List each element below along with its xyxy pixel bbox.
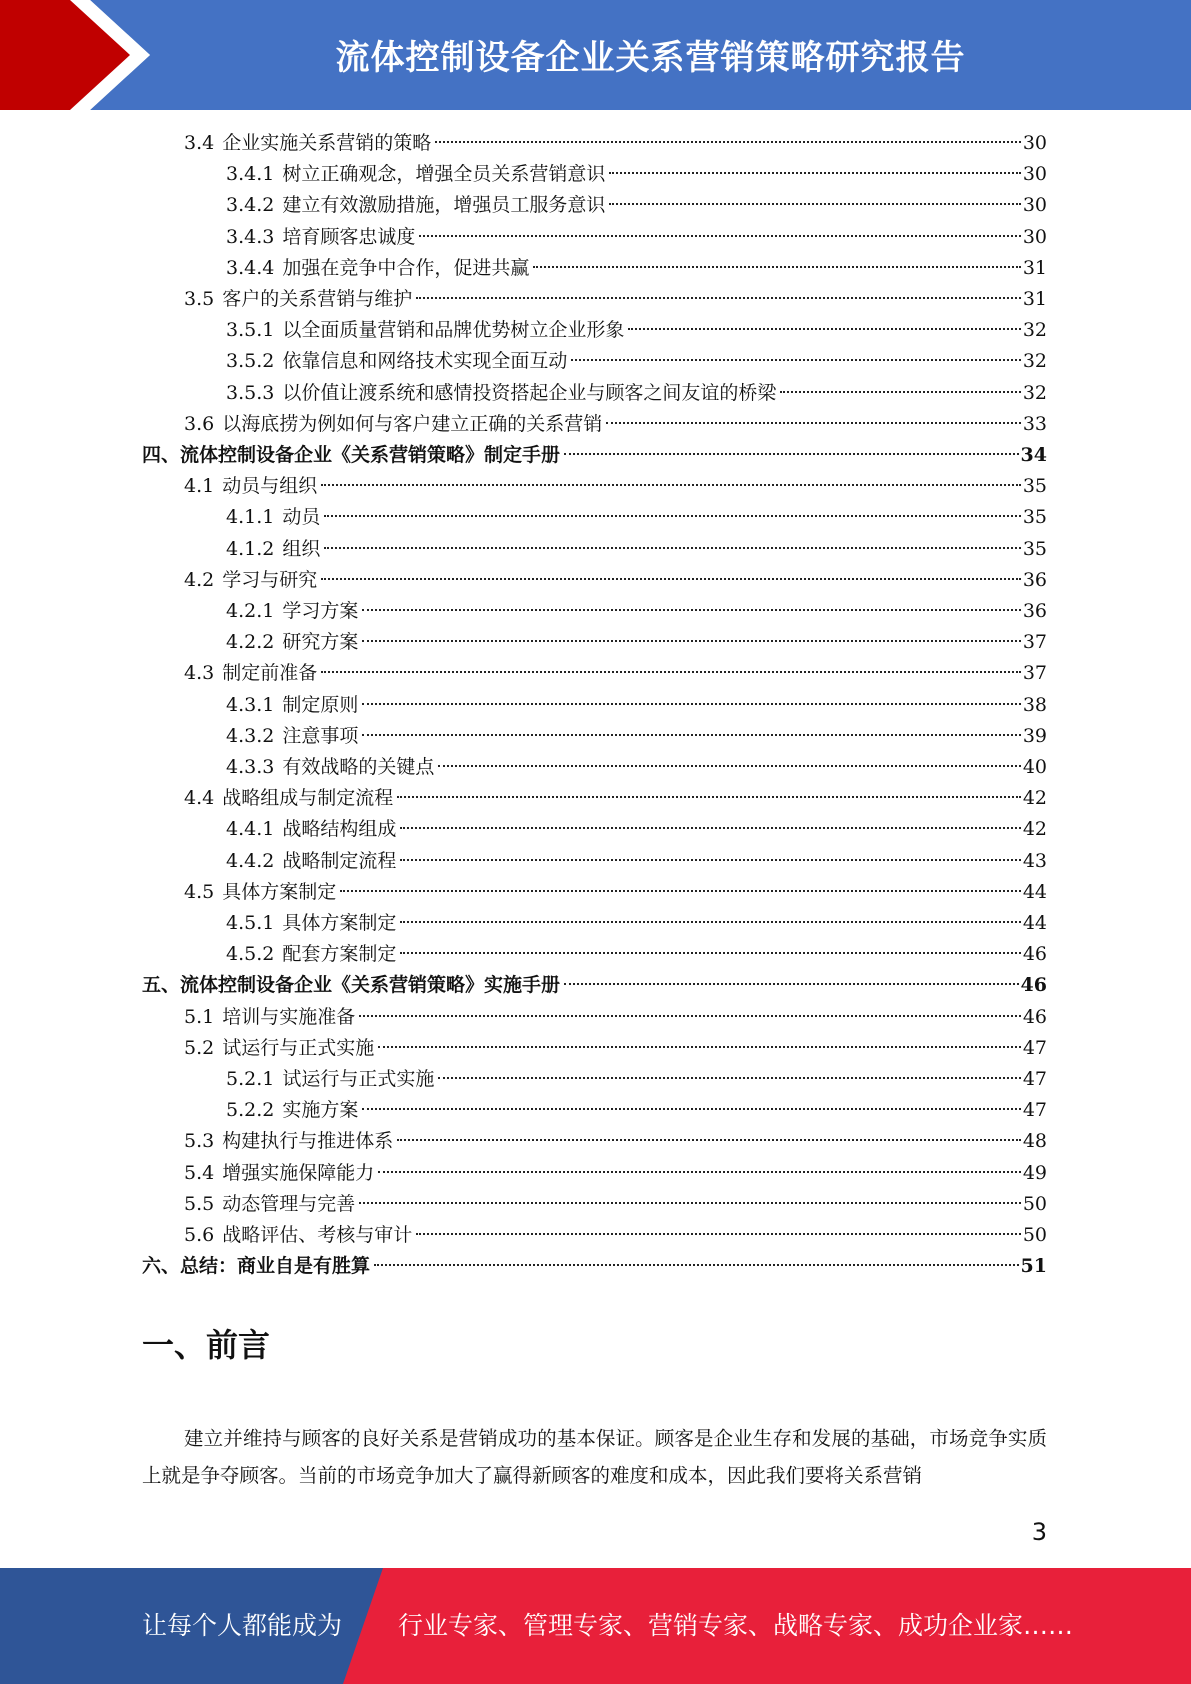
- toc-entry-page: 47: [1022, 1099, 1047, 1122]
- toc-entry[interactable]: [226, 378, 1047, 409]
- toc-entry[interactable]: [226, 721, 1047, 752]
- toc-entry-number: 3.6: [184, 412, 215, 435]
- toc-entry-title: 制定前准备: [222, 662, 318, 685]
- toc-dot-leader: [362, 609, 1020, 611]
- toc-dot-leader: [397, 1139, 1021, 1141]
- toc-entry-number: 四、: [142, 444, 181, 466]
- toc-entry-page: 50: [1022, 1224, 1047, 1246]
- toc-entry-title: 动态管理与完善: [222, 1192, 356, 1215]
- toc-dot-leader: [378, 1171, 1021, 1173]
- toc-entry[interactable]: [226, 502, 1047, 533]
- toc-dot-leader: [438, 1077, 1020, 1079]
- toc-entry-page: 38: [1022, 693, 1047, 716]
- page-header: [0, 0, 1191, 110]
- section-heading: 一、前言: [142, 1326, 271, 1364]
- toc-entry[interactable]: [184, 1158, 1047, 1189]
- toc-dot-leader: [435, 141, 1021, 143]
- toc-entry-page: 32: [1022, 381, 1047, 404]
- toc-entry-title: 动员: [282, 506, 321, 529]
- toc-entry-page: 43: [1022, 849, 1047, 872]
- toc-entry-title: 培育顾客忠诚度: [282, 225, 416, 248]
- toc-entry-number: 5.2: [184, 1036, 215, 1059]
- toc-dot-leader: [397, 796, 1021, 798]
- toc-entry[interactable]: [184, 658, 1047, 689]
- toc-entry[interactable]: [226, 846, 1047, 877]
- toc-entry-title: 构建执行与推进体系: [222, 1130, 394, 1153]
- toc-dot-leader: [400, 921, 1020, 923]
- toc-entry-number: 5.2.2: [226, 1099, 275, 1122]
- toc-entry-title: 客户的关系营销与维护: [222, 288, 413, 310]
- toc-entry-number: 4.1: [184, 475, 215, 498]
- report-title: 流体控制设备企业关系营销策略研究报告: [335, 38, 966, 78]
- toc-entry-number: 5.5: [184, 1192, 215, 1215]
- toc-entry-page: 36: [1022, 600, 1047, 622]
- toc-entry[interactable]: [226, 908, 1047, 939]
- toc-entry-page: 30: [1022, 194, 1047, 217]
- toc-entry[interactable]: [184, 1126, 1047, 1157]
- toc-entry[interactable]: [226, 346, 1047, 377]
- toc-entry-page: 42: [1022, 787, 1047, 810]
- toc-entry-title: 战略制定流程: [282, 849, 397, 872]
- toc-entry[interactable]: [142, 440, 1047, 471]
- toc-entry-number: 4.1.1: [226, 506, 275, 529]
- toc-entry-page: 39: [1022, 724, 1047, 747]
- toc-dot-leader: [400, 827, 1020, 829]
- page-number: 3: [1031, 1518, 1047, 1546]
- toc-entry-number: 4.2: [184, 568, 215, 591]
- toc-dot-leader: [378, 1046, 1021, 1048]
- toc-entry[interactable]: [226, 190, 1047, 221]
- footer-slogan-left: 让每个人都能成为: [142, 1611, 343, 1640]
- toc-entry-number: 5.1: [184, 1005, 215, 1028]
- toc-dot-leader: [571, 359, 1020, 361]
- toc-dot-leader: [609, 203, 1020, 205]
- toc-entry-number: 5.4: [184, 1161, 215, 1184]
- toc-entry[interactable]: [142, 1251, 1047, 1282]
- toc-entry-title: 战略结构组成: [282, 818, 397, 841]
- toc-entry-page: 46: [1022, 1005, 1047, 1028]
- toc-entry-number: 4.4: [184, 787, 215, 810]
- toc-dot-leader: [362, 703, 1020, 705]
- toc-entry-title: 试运行与正式实施: [222, 1036, 375, 1059]
- toc-entry-number: 六、: [142, 1255, 181, 1278]
- toc-entry-number: 3.4.3: [226, 225, 275, 248]
- toc-entry-title: 树立正确观念，增强全员关系营销意识: [282, 163, 606, 186]
- toc-dot-leader: [359, 1015, 1021, 1017]
- toc-entry-number: 4.4.2: [226, 849, 275, 872]
- toc-entry-page: 48: [1022, 1130, 1047, 1153]
- toc-entry[interactable]: [184, 565, 1047, 596]
- toc-dot-leader: [419, 235, 1020, 237]
- toc-entry[interactable]: [184, 783, 1047, 814]
- toc-entry-number: 5.6: [184, 1224, 215, 1246]
- toc-entry[interactable]: [226, 939, 1047, 970]
- toc-entry-number: 4.2.2: [226, 631, 275, 654]
- toc-entry-title: 注意事项: [282, 724, 359, 747]
- toc-entry-number: 4.3.3: [226, 756, 275, 778]
- toc-entry-title: 配套方案制定: [282, 943, 397, 966]
- toc-entry[interactable]: [184, 877, 1047, 908]
- toc-entry[interactable]: [226, 752, 1047, 783]
- toc-entry-page: 30: [1022, 163, 1047, 186]
- toc-entry-page: 34: [1020, 444, 1047, 466]
- toc-entry-page: 44: [1022, 880, 1047, 903]
- toc-dot-leader: [359, 1202, 1021, 1204]
- toc-entry[interactable]: [184, 284, 1047, 315]
- toc-entry-title: 流体控制设备企业《关系营销策略》制定手册: [180, 444, 561, 466]
- toc-dot-leader: [780, 391, 1020, 393]
- toc-entry-page: 46: [1020, 974, 1047, 997]
- toc-entry[interactable]: [184, 1033, 1047, 1064]
- toc-entry-title: 战略组成与制定流程: [222, 787, 394, 810]
- toc-entry-page: 32: [1022, 319, 1047, 342]
- toc-entry-number: 五、: [142, 974, 181, 997]
- toc-dot-leader: [438, 765, 1020, 767]
- toc-entry-number: 4.3: [184, 662, 215, 685]
- toc-entry-number: 3.4.4: [226, 256, 275, 279]
- toc-entry[interactable]: [226, 814, 1047, 845]
- toc-entry-title: 试运行与正式实施: [282, 1068, 435, 1090]
- toc-entry-title: 有效战略的关键点: [282, 756, 435, 778]
- toc-entry-title: 学习方案: [282, 600, 359, 622]
- toc-entry-number: 3.5: [184, 288, 215, 310]
- toc-dot-leader: [374, 1264, 1019, 1266]
- toc-entry[interactable]: [184, 1220, 1047, 1251]
- toc-entry[interactable]: [184, 409, 1047, 440]
- toc-entry-title: 培训与实施准备: [222, 1005, 356, 1028]
- toc-entry-page: 50: [1022, 1192, 1047, 1215]
- toc-entry-page: 49: [1022, 1161, 1047, 1184]
- toc-dot-leader: [564, 453, 1019, 455]
- toc-entry-number: 4.3.1: [226, 693, 275, 716]
- toc-entry-page: 40: [1022, 756, 1047, 778]
- toc-entry-title: 具体方案制定: [222, 880, 337, 903]
- toc-entry-number: 4.3.2: [226, 724, 275, 747]
- toc-entry-page: 37: [1022, 631, 1047, 654]
- toc-entry-page: 30: [1022, 132, 1047, 154]
- toc-dot-leader: [340, 890, 1021, 892]
- toc-entry-page: 47: [1022, 1036, 1047, 1059]
- toc-entry-number: 3.4.2: [226, 194, 275, 217]
- toc-entry-page: 31: [1022, 288, 1047, 310]
- toc-dot-leader: [606, 422, 1021, 424]
- toc-dot-leader: [324, 547, 1020, 549]
- toc-dot-leader: [400, 952, 1020, 954]
- toc-entry-title: 学习与研究: [222, 568, 318, 591]
- toc-dot-leader: [321, 578, 1021, 580]
- toc-entry-title: 以海底捞为例如何与客户建立正确的关系营销: [222, 412, 603, 435]
- toc-dot-leader: [416, 297, 1021, 299]
- toc-entry-page: 37: [1022, 662, 1047, 685]
- toc-entry-number: 3.4: [184, 132, 215, 154]
- toc-entry-page: 47: [1022, 1068, 1047, 1090]
- toc-entry[interactable]: [226, 1095, 1047, 1126]
- toc-entry-number: 4.5.2: [226, 943, 275, 966]
- toc-entry-title: 研究方案: [282, 631, 359, 654]
- toc-entry-page: 35: [1022, 475, 1047, 498]
- toc-entry-page: 35: [1022, 537, 1047, 560]
- toc-entry-page: 51: [1020, 1255, 1047, 1278]
- toc-entry-title: 实施方案: [282, 1099, 359, 1122]
- toc-entry-title: 组织: [282, 537, 321, 560]
- toc-entry-number: 4.5.1: [226, 912, 275, 934]
- toc-dot-leader: [609, 172, 1020, 174]
- toc-dot-leader: [362, 1108, 1020, 1110]
- toc-entry-page: 44: [1022, 912, 1047, 934]
- toc-entry-number: 5.3: [184, 1130, 215, 1153]
- toc-entry-page: 31: [1022, 256, 1047, 279]
- toc-dot-leader: [400, 859, 1020, 861]
- toc-entry-page: 30: [1022, 225, 1047, 248]
- toc-dot-leader: [533, 266, 1020, 268]
- toc-entry-page: 46: [1022, 943, 1047, 966]
- toc-entry-title: 建立有效激励措施，增强员工服务意识: [282, 194, 606, 217]
- toc-entry-page: 42: [1022, 818, 1047, 841]
- toc-dot-leader: [362, 640, 1020, 642]
- toc-entry-number: 3.5.1: [226, 319, 275, 342]
- toc-entry-title: 企业实施关系营销的策略: [222, 132, 432, 154]
- toc-dot-leader: [324, 515, 1020, 517]
- toc-entry[interactable]: [226, 253, 1047, 284]
- toc-dot-leader: [321, 484, 1021, 486]
- toc-entry[interactable]: [184, 128, 1047, 159]
- toc-entry[interactable]: [184, 1189, 1047, 1220]
- toc-entry-title: 具体方案制定: [282, 912, 397, 934]
- toc-entry-page: 32: [1022, 350, 1047, 373]
- toc-entry[interactable]: [142, 970, 1047, 1001]
- toc-entry[interactable]: [226, 315, 1047, 346]
- toc-entry[interactable]: [226, 690, 1047, 721]
- page-footer: [0, 1568, 1191, 1684]
- toc-entry[interactable]: [184, 1002, 1047, 1033]
- toc-entry-title: 战略评估、考核与审计: [222, 1224, 413, 1246]
- toc-dot-leader: [362, 734, 1020, 736]
- toc-entry-number: 4.4.1: [226, 818, 275, 841]
- toc-entry[interactable]: [226, 1064, 1047, 1095]
- toc-entry[interactable]: [226, 222, 1047, 253]
- toc-entry-title: 依靠信息和网络技术实现全面互动: [282, 350, 568, 373]
- toc-entry[interactable]: [226, 534, 1047, 565]
- footer-slogan-right: 行业专家、管理专家、营销专家、战略专家、成功企业家……: [398, 1611, 1074, 1640]
- toc-entry-title: 总结：商业自是有胜算: [180, 1255, 371, 1278]
- toc-entry-number: 3.4.1: [226, 163, 275, 186]
- toc-entry-number: 4.2.1: [226, 600, 275, 622]
- toc-entry-number: 3.5.3: [226, 381, 275, 404]
- toc-entry-number: 5.2.1: [226, 1068, 275, 1090]
- toc-dot-leader: [416, 1233, 1021, 1235]
- toc-entry-title: 流体控制设备企业《关系营销策略》实施手册: [180, 974, 561, 997]
- toc-dot-leader: [628, 328, 1020, 330]
- toc-dot-leader: [321, 671, 1021, 673]
- intro-paragraph: 建立并维持与顾客的良好关系是营销成功的基本保证。顾客是企业生存和发展的基础，市场竞争实质上就是争夺顾客。当前的市场竞争加大了赢得新顾客的难度和成本，因此我们要将关系营销: [142, 1427, 1047, 1487]
- toc-entry-page: 35: [1022, 506, 1047, 529]
- toc-entry-number: 4.1.2: [226, 537, 275, 560]
- toc-entry[interactable]: [184, 471, 1047, 502]
- toc-entry-title: 以全面质量营销和品牌优势树立企业形象: [282, 319, 625, 342]
- toc-entry[interactable]: [226, 627, 1047, 658]
- toc-dot-leader: [564, 983, 1019, 985]
- toc-entry-page: 33: [1022, 412, 1047, 435]
- toc-entry-title: 制定原则: [282, 693, 359, 716]
- toc-entry[interactable]: [226, 596, 1047, 627]
- toc-entry-title: 以价值让渡系统和感情投资搭起企业与顾客之间友谊的桥梁: [282, 381, 777, 404]
- toc-entry-number: 3.5.2: [226, 350, 275, 373]
- toc-entry-number: 4.5: [184, 880, 215, 903]
- toc-entry-title: 动员与组织: [222, 475, 318, 498]
- toc-entry-page: 36: [1022, 568, 1047, 591]
- toc-entry-title: 加强在竞争中合作，促进共赢: [282, 256, 530, 279]
- toc-entry-title: 增强实施保障能力: [222, 1161, 375, 1184]
- toc-entry[interactable]: [226, 159, 1047, 190]
